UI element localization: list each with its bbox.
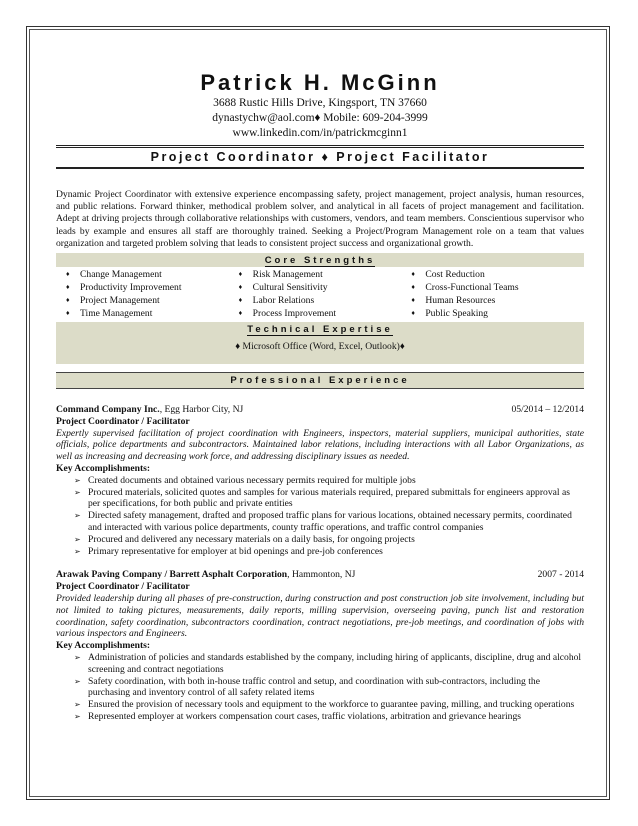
job-role: Project Coordinator / Facilitator [56, 415, 190, 427]
strength-item [239, 268, 412, 281]
diamond-bullet-icon: ♦ [238, 270, 243, 279]
accomplishments-list [56, 652, 584, 723]
diamond-bullet-icon: ♦ [411, 309, 415, 318]
accomplishment-item [74, 676, 584, 700]
arrow-bullet-icon: ➢ [74, 534, 81, 544]
job-entry [56, 404, 584, 557]
technical-expertise-section [56, 322, 584, 364]
diamond-bullet-icon: ♦ [66, 296, 70, 305]
strength-label: Cost Reduction [425, 269, 485, 281]
job-entry [56, 569, 584, 722]
strength-item [411, 281, 584, 294]
job-employer [56, 404, 243, 416]
job-employer [56, 569, 355, 581]
diamond-bullet-icon: ♦ [66, 283, 70, 292]
strengths-column [239, 268, 412, 320]
jobs-list [56, 404, 584, 723]
strength-label: Project Management [80, 295, 160, 307]
accomplishment-item [74, 534, 584, 546]
accomplishment-text: Represented employer at workers compensation court cases, traffic violations, arbitration and grievance hearings [88, 710, 521, 722]
accomplishments-list [56, 475, 584, 558]
strength-label: Change Management [80, 269, 162, 281]
technical-expertise-heading: Technical Expertise [247, 324, 393, 336]
key-accomplishments-label: Key Accomplishments: [56, 640, 151, 652]
job-header [56, 569, 584, 581]
job-header [56, 404, 584, 416]
accomplishment-item [74, 652, 584, 676]
strength-label: Labor Relations [252, 295, 315, 307]
strengths-grid [56, 267, 584, 322]
strength-label: Process Improvement [252, 308, 337, 320]
accomplishment-item [74, 487, 584, 511]
accomplishment-item [74, 711, 584, 723]
strengths-column [411, 268, 584, 320]
accomplishment-item [74, 546, 584, 558]
technical-expertise-line: ♦ Microsoft Office (Word, Excel, Outlook)♦ [235, 341, 405, 353]
accomplishment-item [74, 475, 584, 487]
job-description: Provided leadership during all phases of pre-construction, during construction and post construction job site involvement, including but not limited to taking pictures, measurements, daily reports, milling supervision, overseeing paving, punch list and restoration coordination, safety coordination, subcontractors coordination, contract negotiations, pre-job meetings, and coordination of jobs with various inspectors and Engineers. [56, 592, 584, 640]
strength-label: Risk Management [252, 269, 323, 281]
diamond-bullet-icon: ♦ [411, 296, 415, 305]
job-role: Project Coordinator / Facilitator [56, 581, 190, 593]
linkedin-link[interactable]: www.linkedin.com/in/patrickmcginn1 [232, 127, 408, 139]
arrow-bullet-icon: ➢ [74, 511, 81, 521]
resume-page [56, 70, 584, 723]
accomplishment-text: Ensured the provision of necessary tools and equipment to the workforce to guarantee paving, milling, and trucking operations [88, 699, 575, 711]
professional-experience-heading: Professional Experience [56, 372, 584, 389]
strength-item [411, 294, 584, 307]
strength-item [239, 294, 412, 307]
accomplishment-text: Directed safety management, drafted and proposed traffic plans for various locations, obtained necessary permits, coordinated and interacted with various police departments, county traffic operations, and traffic control companies [88, 510, 572, 533]
strength-item [239, 281, 412, 294]
strength-label: Public Speaking [425, 308, 488, 320]
accomplishment-text: Safety coordination, with both in-house traffic control and setup, and coordination with sub-contractors, including the purchasing and inventory control of all safety related items [88, 675, 540, 699]
strength-label: Time Management [80, 308, 153, 320]
strength-item [411, 307, 584, 320]
strength-label: Human Resources [425, 295, 496, 307]
core-strengths-heading: Core Strengths [264, 255, 376, 267]
candidate-name: Patrick H. McGinn [200, 70, 440, 95]
job-dates: 05/2014 – 12/2014 [511, 404, 584, 416]
strength-item [411, 268, 584, 281]
accomplishment-text: Procured materials, solicited quotes and samples for various materials required, prepared submittals for engineers approval as per specifications, for both public and private entities [88, 486, 570, 510]
company-location: , Egg Harbor City, NJ [159, 404, 244, 416]
diamond-bullet-icon: ♦ [66, 309, 70, 318]
strength-item [66, 281, 239, 294]
diamond-bullet-icon: ♦ [66, 270, 70, 279]
address: 3688 Rustic Hills Drive, Kingsport, TN 37660 [213, 97, 427, 109]
arrow-bullet-icon: ➢ [74, 546, 81, 556]
accomplishment-item [74, 510, 584, 534]
strength-item [66, 307, 239, 320]
strength-item [239, 307, 412, 320]
company-location: , Hammonton, NJ [287, 569, 356, 581]
email-phone: dynastychw@aol.com♦ Mobile: 609-204-3999 [212, 112, 428, 124]
arrow-bullet-icon: ➢ [74, 475, 81, 485]
strength-item [66, 268, 239, 281]
diamond-bullet-icon: ♦ [411, 283, 415, 292]
diamond-bullet-icon: ♦ [238, 283, 243, 292]
arrow-bullet-icon: ➢ [74, 700, 81, 710]
diamond-bullet-icon: ♦ [411, 270, 415, 279]
strength-label: Productivity Improvement [80, 282, 182, 294]
accomplishment-text: Primary representative for employer at bid openings and pre-job conferences [88, 545, 383, 557]
key-accomplishments-label: Key Accomplishments: [56, 463, 151, 474]
accomplishment-text: Administration of policies and standards established by the company, including hiring of applicants, discipline, drug and alcohol screening and contract negotiations [88, 651, 582, 675]
core-strengths-section [56, 253, 584, 322]
diamond-bullet-icon: ♦ [238, 309, 243, 318]
diamond-bullet-icon: ♦ [238, 296, 243, 305]
strength-item [66, 294, 239, 307]
summary-paragraph: Dynamic Project Coordinator with extensive experience encompassing safety, project management, project analysis, human resources, and public relations. Forward thinker, methodical problem solver, and analytical in all facets of project management and facilitation. Adept at driving projects through collaborative relationships with customers, vendors, and team members. Conscientious supervisor who leads by example and ensures all staff are thoroughly trained. Seeking a Project/Program Management role on a team that values organization and targeted problem solving that leads to consistent project success and organizational growth. [56, 189, 584, 249]
company-name: Command Company Inc. [56, 404, 160, 416]
accomplishment-text: Procured and delivered any necessary materials on a daily basis, for ongoing projects [88, 533, 415, 545]
accomplishment-text: Created documents and obtained various necessary permits required for multiple jobs [88, 474, 416, 486]
arrow-bullet-icon: ➢ [74, 676, 81, 686]
title-bar: Project Coordinator ♦ Project Facilitator [56, 145, 584, 169]
strengths-column [66, 268, 239, 320]
arrow-bullet-icon: ➢ [74, 652, 81, 662]
contact-block [56, 96, 584, 141]
arrow-bullet-icon: ➢ [74, 487, 81, 497]
job-dates: 2007 - 2014 [537, 569, 584, 581]
job-description: Expertly supervised facilitation of project coordination with Engineers, inspectors, material suppliers, municipal authorities, state officials, police departments and subcontractors. Maintained labor relations, including interactions with all Labor Organizations, as well as increasing and decreasing work force, and addressing disciplinary issues as needed. [56, 427, 584, 463]
arrow-bullet-icon: ➢ [74, 711, 81, 721]
company-name: Arawak Paving Company / Barrett Asphalt Corporation [56, 569, 288, 581]
accomplishment-item [74, 699, 584, 711]
strength-label: Cross-Functional Teams [425, 282, 519, 294]
strength-label: Cultural Sensitivity [252, 282, 328, 294]
